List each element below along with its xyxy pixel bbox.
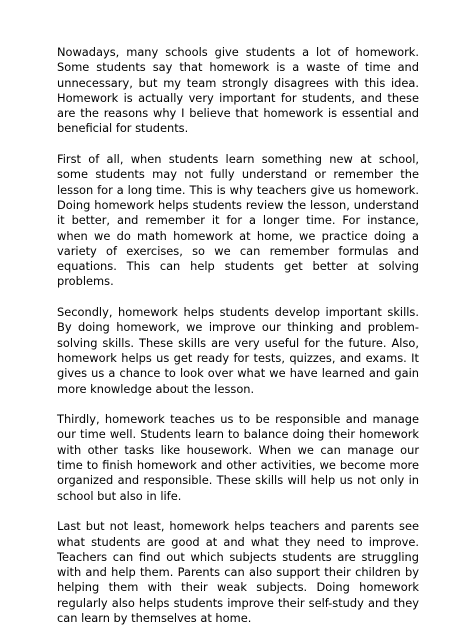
- paragraph-first-reason: First of all, when students learn something new at school, some students may not fully understand or remember the lesson for a long time. This is why teachers give us homework. Doing homework helps students review the lesson, understand it better, and remember it for a longer time. For instance, when we do math homework at home, we practice doing a variety of exercises, so we can remember formulas and equations. This can help students get better at solving problems.: [57, 152, 419, 289]
- essay-body: [57, 45, 419, 626]
- paragraph-introduction: Nowadays, many schools give students a lot of homework. Some students say that homework is a waste of time and unnecessary, but my team strongly disagrees with this idea. Homework is actually very important for students, and these are the reasons why I believe that homework is essential and beneficial for students.: [57, 45, 419, 136]
- paragraph-final-reason: Last but not least, homework helps teachers and parents see what students are good at and what they need to improve. Teachers can find out which subjects students are struggling with and help them. Parents can also support their children by helping them with their weak subjects. Doing homework regularly also helps students improve their self-study and they can learn by themselves at home.: [57, 519, 419, 625]
- paragraph-third-reason: Thirdly, homework teaches us to be responsible and manage our time well. Students learn to balance doing their homework with other tasks like housework. When we can manage our time to finish homework and other activities, we become more organized and responsible. These skills will help us not only in school but also in life.: [57, 412, 419, 503]
- paragraph-second-reason: Secondly, homework helps students develop important skills. By doing homework, we improve our thinking and problem-solving skills. These skills are very useful for the future. Also, homework helps us get ready for tests, quizzes, and exams. It gives us a chance to look over what we have learned and gain more knowledge about the lesson.: [57, 305, 419, 396]
